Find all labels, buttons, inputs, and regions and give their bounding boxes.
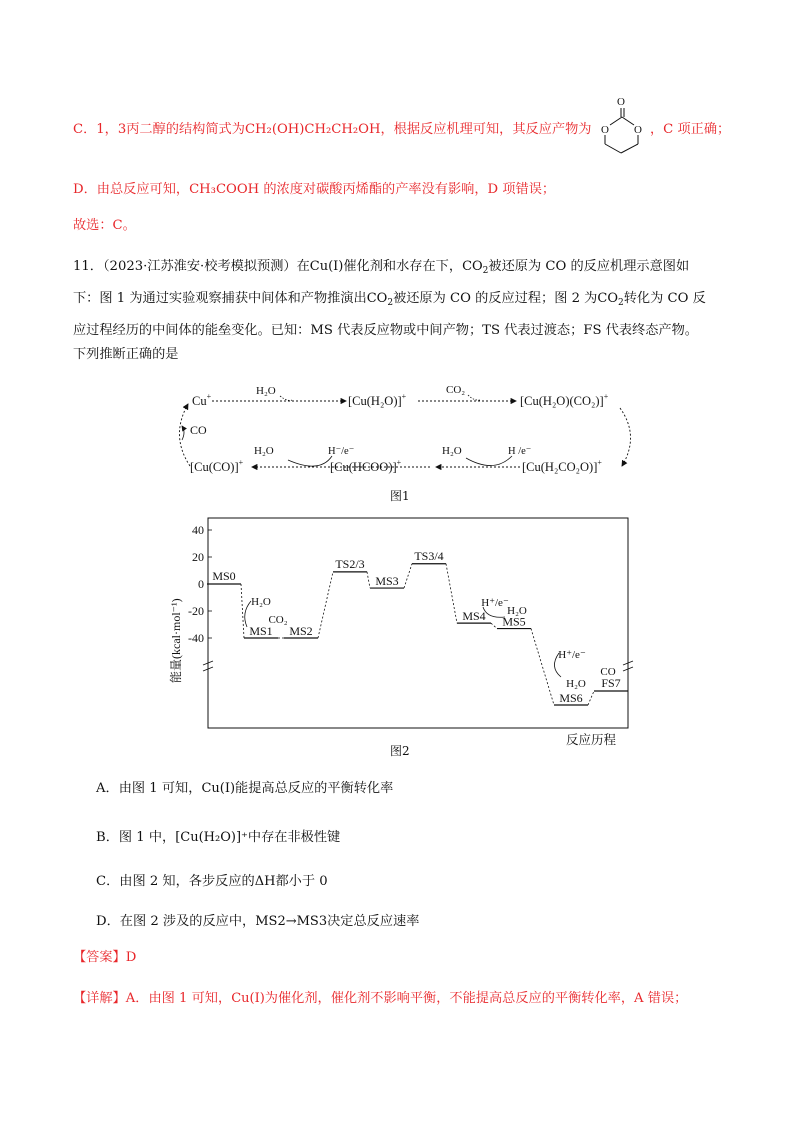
fig1-cu-plus: Cu+ [192, 392, 212, 408]
question-source: （2023·江苏淮安·校考模拟预测） [102, 259, 297, 274]
option-a[interactable]: A．由图 1 可知，Cu(Ⅰ)能提高总反应的平衡转化率 [96, 781, 394, 796]
connector [588, 691, 594, 705]
c-middle: ，根据反应机理可知，其反应产物为 [380, 122, 592, 137]
option-c[interactable]: C．由图 2 知，各步反应的ΔH都小于 0 [96, 874, 328, 889]
figure-2-caption: 图2 [390, 744, 410, 758]
state-label: FS7 [601, 676, 621, 690]
state-label: MS4 [462, 609, 486, 624]
connector [446, 564, 457, 623]
annotation-label: H₂O [251, 596, 271, 608]
figure-1-mechanism [160, 378, 640, 478]
fig1-co2-top: CO₂ [446, 384, 466, 396]
state-label: MS5 [502, 614, 526, 629]
fig1-h2o-bottom-left: H₂O [254, 445, 274, 457]
svg-text:O: O [617, 96, 625, 108]
annotation-label: H₂O [507, 605, 527, 617]
figure-1-caption: 图1 [390, 489, 410, 503]
question-line-2: 下：图 1 为通过实验观察捕获中间体和产物推演出$CO_2$被还原为 CO 的反应过程；图 2 为$CO_2$转化为 CO 反 [73, 291, 706, 308]
fig1-co-left: CO [190, 423, 207, 437]
connector [404, 564, 412, 588]
question-line-1: 11．（2023·江苏淮安·校考模拟预测）在Cu(Ⅰ)催化剂和水存在下，$CO_2$被还原为 CO 的反应机理示意图如 [73, 259, 690, 276]
fig1-h2o-bottom-right: H₂O [442, 445, 462, 457]
annotation-label: CO₂ [268, 614, 288, 626]
y-tick-label: -40 [188, 631, 204, 645]
annotation-label: H⁺/e⁻ [558, 649, 586, 661]
svg-text:O: O [601, 124, 609, 136]
c-prefix: C．1，3丙二醇的结构简式为 [73, 122, 245, 137]
option-b[interactable]: B．图 1 中，[Cu(H₂O)]⁺中存在非极性键 [96, 830, 341, 845]
annotation-label: H⁺/e⁻ [481, 597, 509, 609]
y-tick-label: 0 [198, 577, 204, 591]
fig1-cu-h2o-co2: [Cu(H₂O)(CO₂)]+ [520, 392, 609, 408]
fig1-cu-co: [Cu(CO)]+ [190, 458, 244, 474]
option-d-explanation: D．由总反应可知，CH₃COOH 的浓度对碳酸丙烯酯的产率没有影响，D 项错误； [73, 182, 556, 197]
figure-2-energy-profile [165, 515, 645, 747]
fig1-h2o-top: H₂O [256, 385, 276, 397]
connector [531, 629, 554, 705]
fig1-h-e-bottom-left: H⁻/e⁻ [328, 446, 355, 457]
cyclic-carbonate-structure [590, 92, 650, 158]
annotation-label: CO [600, 666, 616, 678]
answer [73, 949, 136, 967]
y-axis-label: 能量(kcal·mol⁻¹) [169, 598, 183, 683]
y-tick-label: 20 [192, 550, 204, 564]
state-label: MS1 [249, 624, 273, 638]
answer-value: D [125, 950, 137, 965]
x-axis-label: 反应历程 [566, 733, 617, 747]
state-label: TS3/4 [414, 548, 444, 563]
detail-label: 【详解】 [73, 991, 126, 1006]
option-c-suffix: ，C 项正确； [650, 122, 731, 137]
y-tick-label: 40 [192, 523, 204, 537]
state-label: MS3 [375, 574, 399, 589]
question-number: 11． [73, 259, 103, 274]
state-label: TS2/3 [335, 556, 365, 571]
answer-label: 【答案】 [73, 950, 126, 965]
connector [367, 572, 370, 588]
state-label: MS6 [559, 691, 583, 705]
c-formula: CH₂(OH)CH₂CH₂OH [244, 122, 381, 137]
y-tick-label: -20 [188, 604, 204, 618]
annotation-label: H₂O [566, 678, 586, 690]
option-c-explanation [73, 121, 591, 139]
svg-text:O: O [634, 124, 642, 136]
catalyst-formula: Cu(Ⅰ) [309, 259, 344, 274]
conclusion-text: 故选：C。 [73, 218, 136, 233]
detail: 【详解】A．由图 1 可知，Cu(Ⅰ)为催化剂，催化剂不影响平衡，不能提高总反应的平衡转化率，A 错误； [73, 991, 688, 1006]
fig1-cu-h2co2o: [Cu(H₂CO₂O)]+ [522, 458, 602, 474]
state-label: MS2 [289, 624, 313, 638]
co2-formula: $CO_2$ [462, 259, 489, 276]
fig1-h-e-bottom-right: H /e⁻ [508, 446, 532, 457]
fig1-cu-hcoo: [Cu(HCOO)]+ [330, 458, 402, 474]
question-line-4: 下列推断正确的是 [73, 347, 179, 362]
option-d[interactable]: D．在图 2 涉及的反应中，MS2→MS3决定总反应速率 [96, 914, 420, 929]
connector [491, 623, 497, 628]
connector [318, 572, 333, 638]
fig1-cu-h2o: [Cu(H₂O)]+ [348, 392, 407, 408]
state-label: MS0 [212, 569, 236, 583]
d-formula: CH₃COOH [189, 182, 260, 197]
connector [241, 584, 244, 638]
question-line-3: 应过程经历的中间体的能垒变化。已知：MS 代表反应物或中间产物；TS 代表过渡态；FS 代表终态产物。 [73, 323, 698, 338]
